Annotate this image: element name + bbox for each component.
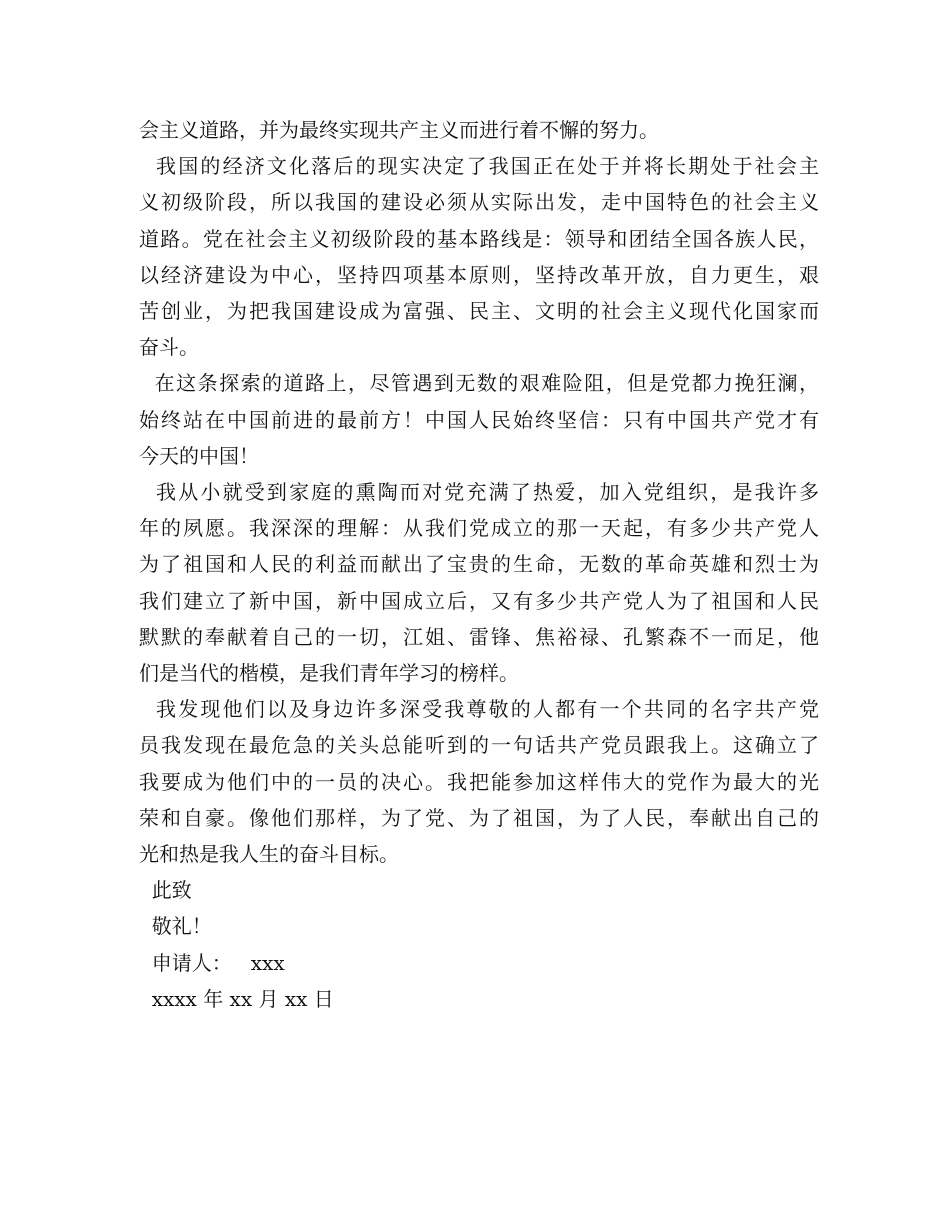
respect-line: 敬礼！ — [139, 914, 212, 939]
text-line: 默默的奉献着自己的一切，江姐、雷锋、焦裕禄、孔繁森不一而足，他 — [139, 624, 819, 649]
text-line: 我们建立了新中国，新中国成立后，又有多少共产党人为了祖国和人民 — [139, 588, 819, 613]
paragraph-3 — [139, 365, 819, 474]
paragraph-5 — [139, 691, 819, 872]
applicant-line: 申请人： xxx — [139, 950, 285, 975]
text-line: 奋斗。 — [139, 335, 199, 360]
text-line: 始终站在中国前进的最前方！中国人民始终坚信：只有中国共产党才有 — [139, 407, 819, 432]
text-line: 义初级阶段，所以我国的建设必须从实际出发，走中国特色的社会主义 — [139, 190, 819, 215]
date-line: xxxx 年 xx 月 xx 日 — [139, 986, 334, 1011]
text-line: 以经济建设为中心，坚持四项基本原则，坚持改革开放，自力更生，艰 — [139, 262, 819, 287]
text-line: 会主义道路，并为最终实现共产主义而进行着不懈的努力。 — [139, 118, 659, 142]
letter-closing — [139, 872, 819, 1017]
paragraph-4 — [139, 474, 819, 691]
text-line: 荣和自豪。像他们那样，为了党、为了祖国，为了人民，奉献出自己的 — [139, 805, 819, 830]
text-line: 我要成为他们中的一员的决心。我把能参加这样伟大的党作为最大的光 — [139, 769, 819, 794]
text-line: 为了祖国和人民的利益而献出了宝贵的生命，无数的革命英雄和烈士为 — [139, 552, 819, 577]
paragraph-2 — [139, 148, 819, 365]
text-line: 们是当代的楷模，是我们青年学习的榜样。 — [139, 661, 519, 686]
text-line: 我从小就受到家庭的熏陶而对党充满了热爱，加入党组织，是我许多 — [139, 480, 819, 505]
text-line: 我发现他们以及身边许多深受我尊敬的人都有一个共同的名字共产党 — [139, 697, 819, 722]
paragraph-1 — [139, 112, 819, 148]
text-line: 我国的经济文化落后的现实决定了我国正在处于并将长期处于社会主 — [139, 154, 819, 179]
text-line: 苦创业，为把我国建设成为富强、民主、文明的社会主义现代化国家而 — [139, 299, 819, 324]
text-line: 道路。党在社会主义初级阶段的基本路线是：领导和团结全国各族人民， — [139, 226, 819, 251]
document-body — [139, 112, 819, 1017]
text-line: 员我发现在最危急的关头总能听到的一句话共产党员跟我上。这确立了 — [139, 733, 819, 758]
salutation: 此致 — [139, 878, 192, 903]
text-line: 今天的中国！ — [139, 443, 259, 468]
text-line: 在这条探索的道路上，尽管遇到无数的艰难险阻，但是党都力挽狂澜， — [139, 371, 819, 396]
text-line: 年的夙愿。我深深的理解：从我们党成立的那一天起，有多少共产党人 — [139, 516, 819, 541]
text-line: 光和热是我人生的奋斗目标。 — [139, 842, 399, 867]
